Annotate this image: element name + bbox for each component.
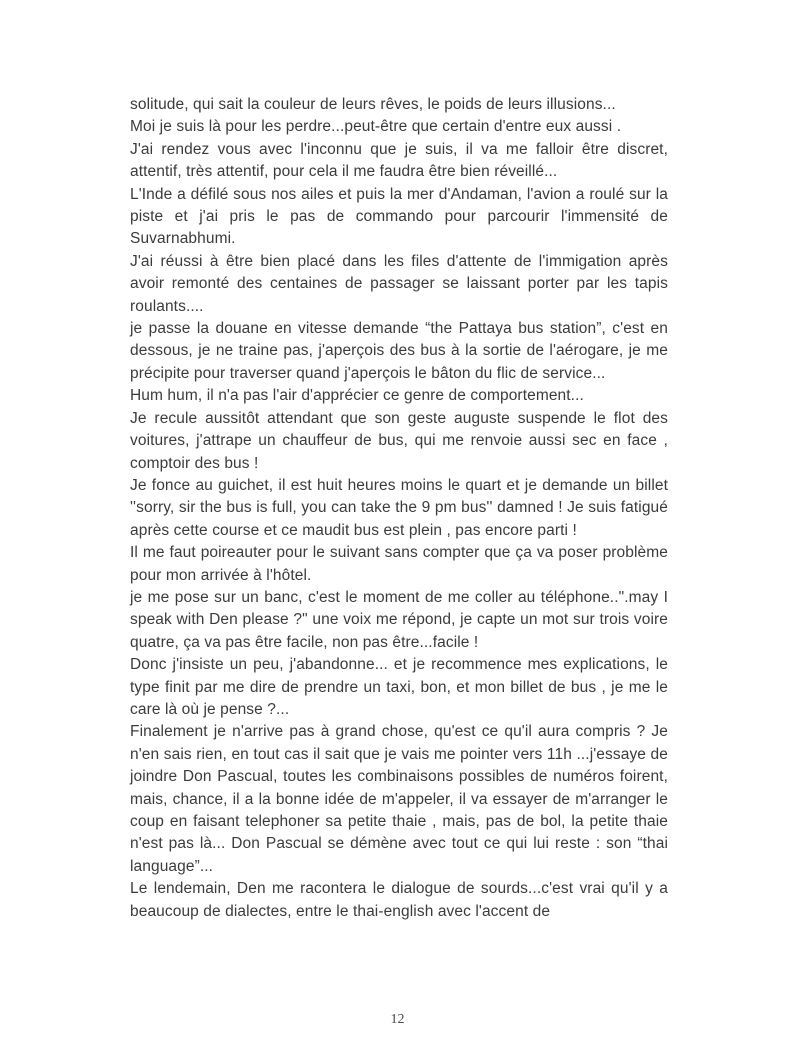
paragraph: Moi je suis là pour les perdre...peut-être que certain d'entre eux aussi . xyxy=(130,118,622,136)
page-text xyxy=(130,94,668,923)
paragraph: Donc j'insiste un peu, j'abandonne... et je recommence mes explications, le type finit par me dire de prendre un taxi, bon, et mon billet de bus , je me le care là où je pense ?... xyxy=(130,656,668,718)
paragraph: Il me faut poireauter pour le suivant sans compter que ça va poser problème pour mon arrivée à l'hôtel. xyxy=(130,544,668,584)
paragraph: J'ai rendez vous avec l'inconnu que je suis, il va me falloir être discret, attentif, très attentif, pour cela il me faudra être bien réveillé... xyxy=(130,140,668,181)
paragraph: je me pose sur un banc, c'est le moment de me coller au téléphone..".may I speak with Den please ?" une voix me répond, je capte un mot sur trois voire quatre, ça va pas être facile, non pas être...facile ! xyxy=(130,588,668,651)
paragraph: L'Inde a défilé sous nos ailes et puis la mer d'Andaman, l'avion a roulé sur la piste et j'ai pris le pas de commando pour parcourir l'immensité de Suvarnabhumi. xyxy=(130,185,668,248)
paragraph: J'ai réussi à être bien placé dans les files d'attente de l'immigation après avoir remonté des centaines de passager se laissant porter par les tapis roulants.... xyxy=(130,252,668,315)
paragraph: Finalement je n'arrive pas à grand chose, qu'est ce qu'il aura compris ? Je n'en sais rien, en tout cas il sait que je vais me pointer vers 11h ...j'essaye de joindre Don Pascual, toutes les combinaisons possibles de numéros foirent, mais, chance, il a la bonne idée de m'appeler, il va essayer de m'arranger le coup en faisant telephoner sa petite thaie , mais, pas de bol, la petite thaie n'est pas là... Don Pascual se démène avec tout ce qui lui reste : son “thai language”... xyxy=(130,723,668,875)
paragraph: Le lendemain, Den me racontera le dialogue de sourds...c'est vrai qu'il y a beaucoup de dialectes, entre le thai-english avec l'accent de xyxy=(130,880,668,920)
paragraph: solitude, qui sait la couleur de leurs rêves, le poids de leurs illusions... xyxy=(130,96,616,113)
paragraph: Hum hum, il n'a pas l'air d'apprécier ce genre de comportement... xyxy=(130,387,584,405)
paragraph: Je fonce au guichet, il est huit heures moins le quart et je demande un billet ''sorry, sir the bus is full, you can take the 9 pm bus'' damned ! Je suis fatigué après cette course et ce maudit bus est plein , pas encore parti ! xyxy=(130,476,668,539)
page-number: 12 xyxy=(390,1012,405,1027)
paragraph: Je recule aussitôt attendant que son geste auguste suspende le flot des voitures, j'attrape un chauffeur de bus, qui me renvoie aussi sec en face , comptoir des bus ! xyxy=(130,409,668,472)
paragraph: je passe la douane en vitesse demande “the Pattaya bus station”, c'est en dessous, je ne traine pas, j'aperçois des bus à la sortie de l'aérogare, je me précipite pour traverser quand j'aperçois le bâton du flic de service... xyxy=(130,320,668,382)
